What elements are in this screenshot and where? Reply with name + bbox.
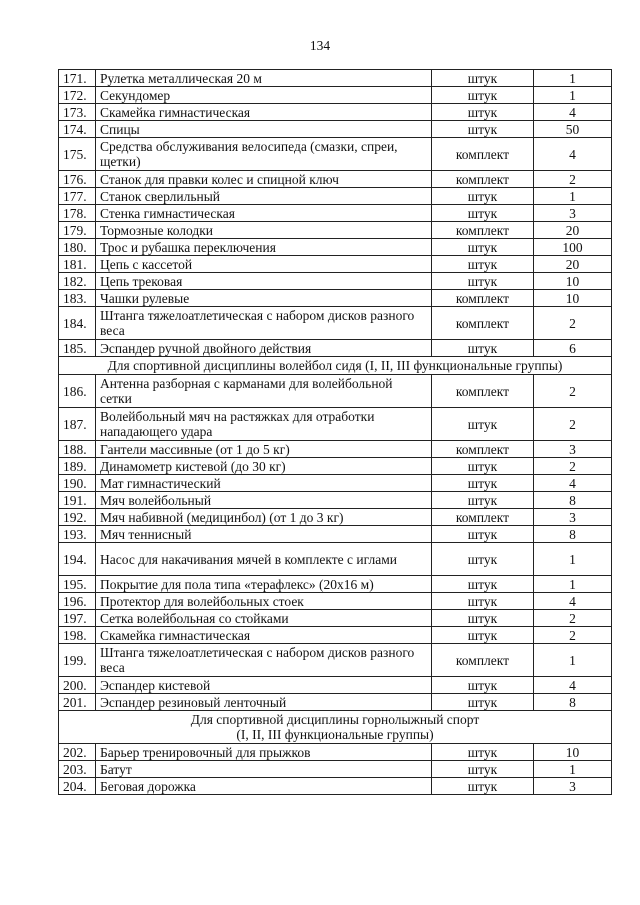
item-name: Рулетка металлическая 20 м [96,70,432,87]
item-unit: штук [432,543,534,576]
item-name: Тормозные колодки [96,222,432,239]
item-quantity: 20 [534,256,612,273]
table-row [59,627,612,644]
table-row [59,121,612,138]
item-quantity: 10 [534,290,612,307]
section-title [59,711,612,744]
item-name: Скамейка гимнастическая [96,627,432,644]
item-name: Мяч набивной (медицинбол) (от 1 до 3 кг) [96,509,432,526]
row-number: 189. [59,458,96,475]
item-name: Гантели массивные (от 1 до 5 кг) [96,441,432,458]
item-quantity: 8 [534,526,612,543]
item-quantity: 4 [534,138,612,171]
item-name: Стенка гимнастическая [96,205,432,222]
section-header-row [59,711,612,744]
item-quantity: 1 [534,644,612,677]
row-number: 178. [59,205,96,222]
table-row [59,171,612,188]
item-unit: штук [432,70,534,87]
row-number: 184. [59,307,96,340]
item-unit: штук [432,188,534,205]
page-number: 134 [309,38,331,53]
row-number: 172. [59,87,96,104]
equipment-table [58,69,612,795]
table-row [59,458,612,475]
table-row [59,256,612,273]
item-name: Средства обслуживания велосипеда (смазки, спреи, щетки) [96,138,432,171]
table-row [59,222,612,239]
item-name: Динамометр кистевой (до 30 кг) [96,458,432,475]
item-unit: штук [432,694,534,711]
row-number: 193. [59,526,96,543]
item-quantity: 100 [534,239,612,256]
row-number: 196. [59,593,96,610]
item-quantity: 20 [534,222,612,239]
item-name: Секундомер [96,87,432,104]
item-unit: штук [432,256,534,273]
table-row [59,576,612,593]
row-number: 201. [59,694,96,711]
item-quantity: 3 [534,441,612,458]
table-row [59,677,612,694]
item-quantity: 1 [534,70,612,87]
item-unit: комплект [432,375,534,408]
table-row [59,188,612,205]
item-quantity: 10 [534,273,612,290]
item-quantity: 2 [534,627,612,644]
table-row [59,70,612,87]
item-quantity: 50 [534,121,612,138]
item-unit: комплект [432,509,534,526]
item-unit: штук [432,610,534,627]
table-row [59,340,612,357]
item-unit: штук [432,408,534,441]
table-row [59,744,612,761]
item-name: Скамейка гимнастическая [96,104,432,121]
item-name: Штанга тяжелоатлетическая с набором дисков разного веса [96,644,432,677]
item-quantity: 1 [534,543,612,576]
item-quantity: 1 [534,761,612,778]
item-unit: комплект [432,441,534,458]
table-row [59,273,612,290]
item-unit: штук [432,492,534,509]
item-name: Станок сверлильный [96,188,432,205]
section-title-line: (I, II, III функциональные группы) [236,727,434,742]
table-row [59,526,612,543]
section-title: Для спортивной дисциплины волейбол сидя (I, II, III функциональные группы) [59,357,612,375]
item-quantity: 2 [534,408,612,441]
item-quantity: 1 [534,87,612,104]
item-unit: штук [432,458,534,475]
table-row [59,644,612,677]
item-unit: штук [432,475,534,492]
table-row [59,492,612,509]
item-unit: комплект [432,222,534,239]
table-row [59,610,612,627]
row-number: 186. [59,375,96,408]
row-number: 195. [59,576,96,593]
item-unit: комплект [432,138,534,171]
row-number: 180. [59,239,96,256]
row-number: 174. [59,121,96,138]
item-name: Станок для правки колес и спицной ключ [96,171,432,188]
item-quantity: 2 [534,610,612,627]
row-number: 175. [59,138,96,171]
item-unit: штук [432,104,534,121]
item-quantity: 4 [534,677,612,694]
item-unit: штук [432,526,534,543]
table-row [59,593,612,610]
table-row [59,408,612,441]
row-number: 187. [59,408,96,441]
row-number: 188. [59,441,96,458]
table-row [59,307,612,340]
item-quantity: 3 [534,205,612,222]
item-quantity: 8 [534,492,612,509]
item-quantity: 6 [534,340,612,357]
item-name: Чашки рулевые [96,290,432,307]
item-quantity: 4 [534,475,612,492]
item-unit: штук [432,778,534,795]
item-unit: штук [432,340,534,357]
item-name: Цепь трековая [96,273,432,290]
row-number: 203. [59,761,96,778]
table-row [59,475,612,492]
item-name: Штанга тяжелоатлетическая с набором дисков разного веса [96,307,432,340]
row-number: 204. [59,778,96,795]
item-unit: комплект [432,171,534,188]
table-row [59,761,612,778]
item-name: Волейбольный мяч на растяжках для отработки нападающего удара [96,408,432,441]
row-number: 171. [59,70,96,87]
item-unit: штук [432,576,534,593]
row-number: 190. [59,475,96,492]
row-number: 202. [59,744,96,761]
row-number: 182. [59,273,96,290]
item-name: Антенна разборная с карманами для волейбольной сетки [96,375,432,408]
item-name: Протектор для волейбольных стоек [96,593,432,610]
item-quantity: 1 [534,576,612,593]
item-name: Насос для накачивания мячей в комплекте с иглами [96,543,432,576]
item-name: Мяч волейбольный [96,492,432,509]
item-quantity: 3 [534,509,612,526]
item-quantity: 8 [534,694,612,711]
item-unit: штук [432,761,534,778]
row-number: 198. [59,627,96,644]
item-quantity: 4 [534,104,612,121]
table-row [59,205,612,222]
item-quantity: 2 [534,458,612,475]
item-quantity: 2 [534,171,612,188]
table-row [59,87,612,104]
section-header-row [59,357,612,375]
item-unit: штук [432,677,534,694]
item-unit: штук [432,593,534,610]
item-name: Спицы [96,121,432,138]
item-name: Беговая дорожка [96,778,432,795]
row-number: 199. [59,644,96,677]
table-row [59,543,612,576]
item-unit: штук [432,627,534,644]
item-quantity: 4 [534,593,612,610]
row-number: 179. [59,222,96,239]
table-row [59,290,612,307]
item-quantity: 2 [534,375,612,408]
table-row [59,138,612,171]
row-number: 176. [59,171,96,188]
row-number: 177. [59,188,96,205]
item-name: Эспандер резиновый ленточный [96,694,432,711]
row-number: 200. [59,677,96,694]
item-unit: штук [432,239,534,256]
row-number: 185. [59,340,96,357]
item-name: Эспандер ручной двойного действия [96,340,432,357]
table-row [59,694,612,711]
item-unit: комплект [432,290,534,307]
item-name: Мяч теннисный [96,526,432,543]
table-row [59,104,612,121]
item-quantity: 2 [534,307,612,340]
row-number: 183. [59,290,96,307]
item-unit: штук [432,87,534,104]
item-name: Сетка волейбольная со стойками [96,610,432,627]
item-name: Цепь с кассетой [96,256,432,273]
item-unit: штук [432,273,534,290]
item-name: Эспандер кистевой [96,677,432,694]
item-unit: штук [432,205,534,222]
table-row [59,509,612,526]
item-unit: штук [432,121,534,138]
item-name: Покрытие для пола типа «терафлекс» (20х16 м) [96,576,432,593]
row-number: 197. [59,610,96,627]
item-quantity: 10 [534,744,612,761]
row-number: 191. [59,492,96,509]
table-row [59,441,612,458]
table-row [59,778,612,795]
item-unit: комплект [432,307,534,340]
row-number: 192. [59,509,96,526]
table-row [59,375,612,408]
item-quantity: 3 [534,778,612,795]
section-title-line: Для спортивной дисциплины горнолыжный спорт [190,712,480,727]
item-quantity: 1 [534,188,612,205]
row-number: 181. [59,256,96,273]
item-name: Барьер тренировочный для прыжков [96,744,432,761]
row-number: 194. [59,543,96,576]
row-number: 173. [59,104,96,121]
item-name: Батут [96,761,432,778]
item-name: Мат гимнастический [96,475,432,492]
equipment-table-body [59,70,612,795]
item-unit: комплект [432,644,534,677]
item-unit: штук [432,744,534,761]
table-row [59,239,612,256]
item-name: Трос и рубашка переключения [96,239,432,256]
